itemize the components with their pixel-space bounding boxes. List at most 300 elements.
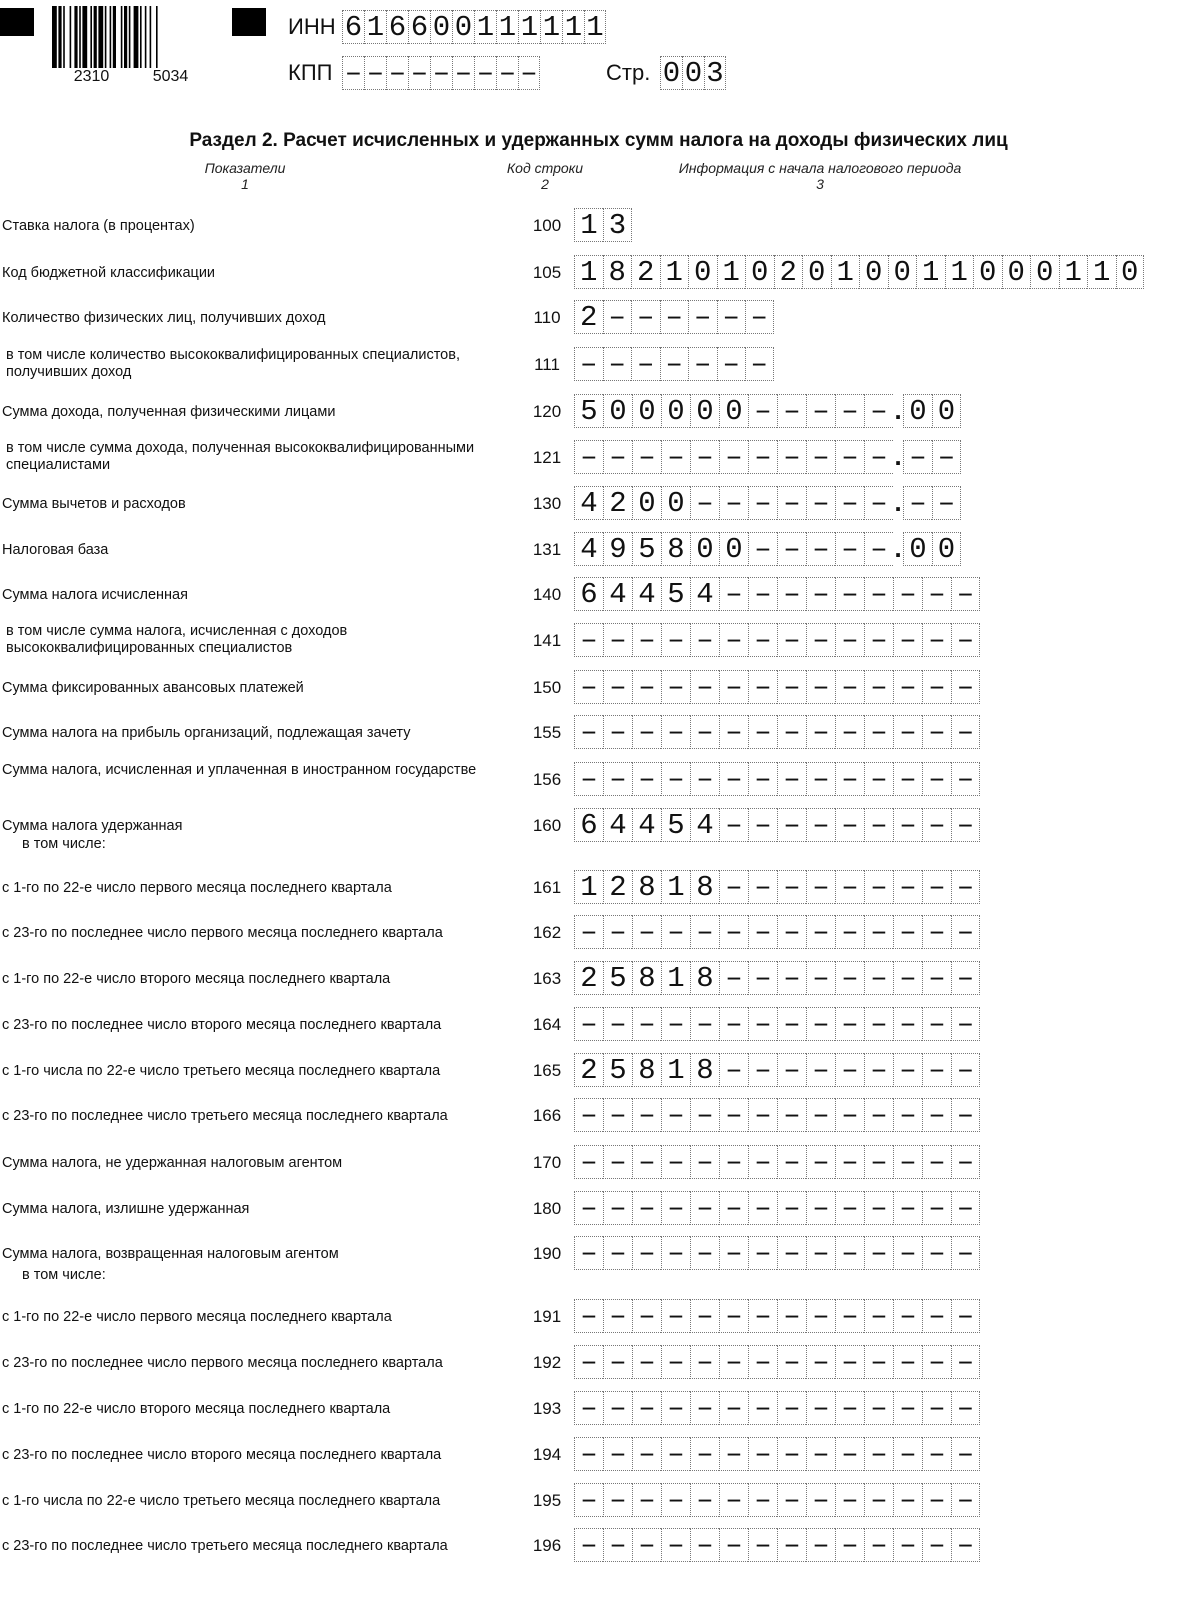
value-field-192[interactable]: [574, 1345, 980, 1379]
char-cell: 0: [745, 255, 774, 289]
char-cell: –: [777, 1007, 806, 1041]
char-cell: –: [574, 1191, 603, 1225]
row-code: 155: [532, 723, 562, 742]
value-field-130[interactable]: [574, 486, 961, 520]
row-label: Сумма дохода, полученная физическими лицами: [2, 404, 336, 420]
char-cell: –: [661, 1528, 690, 1562]
barcode-number: [52, 68, 210, 86]
char-cell: –: [864, 1098, 893, 1132]
char-cell: –: [893, 762, 922, 796]
char-cell: –: [632, 440, 661, 474]
row-code: 105: [532, 263, 562, 282]
char-cell: –: [661, 1483, 690, 1517]
char-cell: –: [661, 762, 690, 796]
char-cell: –: [922, 1145, 951, 1179]
char-cell: –: [690, 762, 719, 796]
value-field-164[interactable]: [574, 1007, 980, 1041]
char-cell: –: [603, 670, 632, 704]
column-number: 3: [816, 176, 824, 192]
char-cell: –: [951, 1391, 980, 1425]
barcode-bar: [124, 6, 127, 68]
char-cell: 4: [632, 577, 661, 611]
char-cell: –: [922, 762, 951, 796]
row-code: 196: [532, 1536, 562, 1555]
char-cell: 0: [932, 394, 961, 428]
char-cell: –: [661, 1098, 690, 1132]
char-cell: –: [835, 915, 864, 949]
char-cell: –: [719, 1437, 748, 1471]
char-cell: –: [748, 1007, 777, 1041]
row-label: Количество физических лиц, получивших доход: [2, 310, 326, 326]
char-cell: –: [719, 915, 748, 949]
char-cell: –: [835, 577, 864, 611]
subheading-including: в том числе:: [22, 1267, 106, 1283]
char-cell: 0: [661, 486, 690, 520]
char-cell: –: [777, 394, 806, 428]
value-field-141[interactable]: [574, 623, 980, 657]
row-label: Сумма налога, возвращенная налоговым агентом: [2, 1246, 339, 1262]
char-cell: –: [864, 394, 893, 428]
char-cell: –: [922, 715, 951, 749]
char-cell: –: [632, 915, 661, 949]
char-cell: 2: [631, 255, 660, 289]
char-cell: –: [748, 1236, 777, 1270]
char-cell: –: [603, 1236, 632, 1270]
value-field-105[interactable]: [574, 255, 1144, 289]
char-cell: 5: [632, 532, 661, 566]
char-cell: –: [893, 915, 922, 949]
char-cell: 1: [831, 255, 860, 289]
barcode-bar: [58, 6, 61, 68]
char-cell: 2: [774, 255, 803, 289]
char-cell: –: [806, 870, 835, 904]
char-cell: –: [408, 56, 430, 90]
char-cell: –: [661, 1299, 690, 1333]
char-cell: –: [922, 1053, 951, 1087]
char-cell: –: [777, 1299, 806, 1333]
char-cell: –: [922, 961, 951, 995]
char-cell: 3: [704, 56, 726, 90]
char-cell: –: [777, 1145, 806, 1179]
char-cell: –: [748, 486, 777, 520]
value-field-155[interactable]: [574, 715, 980, 749]
char-cell: –: [574, 1437, 603, 1471]
char-cell: –: [574, 1528, 603, 1562]
value-field-194[interactable]: [574, 1437, 980, 1471]
char-cell: –: [574, 623, 603, 657]
char-cell: –: [632, 670, 661, 704]
char-cell: –: [386, 56, 408, 90]
char-cell: –: [922, 1007, 951, 1041]
value-field-191[interactable]: [574, 1299, 980, 1333]
char-cell: –: [951, 1345, 980, 1379]
row-code: 156: [532, 770, 562, 789]
value-field-156[interactable]: [574, 762, 980, 796]
char-cell: –: [806, 532, 835, 566]
char-cell: –: [748, 394, 777, 428]
char-cell: –: [806, 623, 835, 657]
barcode-bar: [74, 6, 77, 68]
char-cell: –: [748, 870, 777, 904]
char-cell: –: [661, 1191, 690, 1225]
char-cell: –: [951, 1098, 980, 1132]
char-cell: –: [835, 486, 864, 520]
char-cell: –: [632, 1098, 661, 1132]
row-label: с 1-го по 22-е число второго месяца последнего квартала: [2, 1401, 391, 1417]
row-label: с 23-го по последнее число третьего месяца последнего квартала: [2, 1538, 448, 1554]
char-cell: –: [748, 1528, 777, 1562]
inn-label: ИНН: [288, 14, 336, 39]
row-code: 120: [532, 402, 562, 421]
char-cell: –: [806, 1191, 835, 1225]
row-code: 165: [532, 1061, 562, 1080]
row-label: с 1-го по 22-е число первого месяца последнего квартала: [2, 880, 392, 896]
char-cell: –: [893, 870, 922, 904]
page-number-field[interactable]: [660, 56, 726, 90]
char-cell: –: [574, 1236, 603, 1270]
char-cell: –: [806, 1391, 835, 1425]
value-field-140[interactable]: [574, 577, 980, 611]
char-cell: –: [364, 56, 386, 90]
char-cell: 1: [717, 255, 746, 289]
char-cell: –: [864, 1528, 893, 1562]
corner-marker-right: [232, 8, 266, 36]
char-cell: 8: [690, 870, 719, 904]
char-cell: –: [864, 1483, 893, 1517]
char-cell: –: [864, 532, 893, 566]
char-cell: 8: [632, 961, 661, 995]
row-label: Налоговая база: [2, 542, 109, 558]
char-cell: 0: [802, 255, 831, 289]
char-cell: –: [748, 915, 777, 949]
char-cell: –: [951, 1437, 980, 1471]
char-cell: –: [688, 300, 717, 334]
char-cell: 9: [603, 532, 632, 566]
char-cell: –: [835, 1437, 864, 1471]
value-field-111[interactable]: [574, 347, 774, 381]
char-cell: –: [893, 1437, 922, 1471]
value-field-180[interactable]: [574, 1191, 980, 1225]
char-cell: 1: [945, 255, 974, 289]
char-cell: 0: [660, 56, 682, 90]
value-field-120[interactable]: [574, 394, 961, 428]
char-cell: –: [690, 440, 719, 474]
value-field-166[interactable]: [574, 1098, 980, 1132]
char-cell: –: [922, 808, 951, 842]
char-cell: –: [690, 1299, 719, 1333]
char-cell: –: [603, 440, 632, 474]
value-field-160[interactable]: [574, 808, 980, 842]
char-cell: –: [661, 1236, 690, 1270]
char-cell: –: [690, 1145, 719, 1179]
value-field-163[interactable]: [574, 961, 980, 995]
char-cell: 5: [603, 1053, 632, 1087]
column-title: Показатели: [204, 160, 286, 176]
char-cell: –: [893, 670, 922, 704]
char-cell: 0: [719, 532, 748, 566]
char-cell: –: [835, 1098, 864, 1132]
char-cell: –: [632, 1483, 661, 1517]
char-cell: –: [864, 1007, 893, 1041]
char-cell: 8: [661, 532, 690, 566]
char-cell: –: [690, 1007, 719, 1041]
char-cell: –: [748, 440, 777, 474]
char-cell: –: [835, 762, 864, 796]
char-cell: –: [835, 670, 864, 704]
char-cell: –: [922, 1437, 951, 1471]
barcode-bar: [145, 6, 147, 68]
corner-marker-left: [0, 8, 34, 36]
char-cell: –: [777, 870, 806, 904]
row-label: с 1-го по 22-е число второго месяца последнего квартала: [2, 971, 391, 987]
char-cell: –: [777, 1528, 806, 1562]
char-cell: 0: [1030, 255, 1059, 289]
char-cell: 4: [690, 577, 719, 611]
char-cell: –: [719, 486, 748, 520]
char-cell: –: [603, 347, 632, 381]
char-cell: –: [690, 1236, 719, 1270]
char-cell: 2: [574, 1053, 603, 1087]
char-cell: –: [864, 715, 893, 749]
char-cell: –: [835, 1299, 864, 1333]
char-cell: –: [777, 1437, 806, 1471]
value-field-193[interactable]: [574, 1391, 980, 1425]
value-field-110[interactable]: [574, 300, 774, 334]
char-cell: 0: [932, 532, 961, 566]
char-cell: –: [806, 762, 835, 796]
barcode-bar: [156, 6, 158, 68]
char-cell: 2: [603, 486, 632, 520]
char-cell: –: [690, 1345, 719, 1379]
row-code: 164: [532, 1015, 562, 1034]
char-cell: –: [806, 1053, 835, 1087]
char-cell: –: [661, 670, 690, 704]
char-cell: 1: [1087, 255, 1116, 289]
inn-field[interactable]: [342, 10, 606, 44]
char-cell: –: [661, 623, 690, 657]
char-cell: –: [864, 440, 893, 474]
page-label: Стр.: [606, 60, 651, 85]
char-cell: –: [719, 623, 748, 657]
char-cell: –: [951, 1236, 980, 1270]
kpp-field[interactable]: [342, 56, 540, 90]
char-cell: –: [690, 1391, 719, 1425]
value-field-162[interactable]: [574, 915, 980, 949]
char-cell: 0: [452, 10, 474, 44]
char-cell: –: [777, 1191, 806, 1225]
char-cell: –: [922, 1391, 951, 1425]
char-cell: –: [748, 577, 777, 611]
char-cell: 0: [1116, 255, 1145, 289]
char-cell: –: [932, 486, 961, 520]
column-header-indicators: [150, 160, 340, 192]
char-cell: 0: [661, 394, 690, 428]
char-cell: 4: [632, 808, 661, 842]
char-cell: 6: [342, 10, 364, 44]
row-label: Код бюджетной классификации: [2, 265, 216, 281]
row-code: 160: [532, 816, 562, 835]
char-cell: –: [717, 300, 746, 334]
char-cell: –: [835, 808, 864, 842]
row-code: 110: [533, 308, 561, 327]
section-title: Раздел 2. Расчет исчисленных и удержанных сумм налога на доходы физических лиц: [189, 130, 1008, 151]
char-cell: –: [574, 1483, 603, 1517]
char-cell: –: [835, 532, 864, 566]
char-cell: –: [951, 870, 980, 904]
char-cell: 0: [903, 394, 932, 428]
barcode-bar: [140, 6, 142, 68]
char-cell: –: [835, 961, 864, 995]
char-cell: –: [893, 1391, 922, 1425]
char-cell: –: [893, 1345, 922, 1379]
char-cell: –: [893, 715, 922, 749]
row-label: в том числе сумма налога, исчисленная с доходов высококвалифицированных специалистов: [6, 623, 348, 656]
char-cell: –: [719, 870, 748, 904]
char-cell: 1: [1059, 255, 1088, 289]
char-cell: –: [835, 1345, 864, 1379]
char-cell: –: [719, 440, 748, 474]
char-cell: –: [922, 1098, 951, 1132]
char-cell: –: [864, 486, 893, 520]
char-cell: –: [661, 1007, 690, 1041]
char-cell: –: [777, 670, 806, 704]
char-cell: –: [719, 961, 748, 995]
char-cell: –: [893, 1483, 922, 1517]
char-cell: –: [893, 808, 922, 842]
char-cell: –: [922, 915, 951, 949]
char-cell: –: [632, 715, 661, 749]
char-cell: 1: [574, 255, 603, 289]
char-cell: 1: [584, 10, 606, 44]
char-cell: –: [603, 1391, 632, 1425]
char-cell: –: [893, 577, 922, 611]
value-field-196[interactable]: [574, 1528, 980, 1562]
row-label: Сумма фиксированных авансовых платежей: [2, 680, 304, 696]
char-cell: –: [777, 623, 806, 657]
char-cell: –: [893, 1145, 922, 1179]
char-cell: –: [922, 870, 951, 904]
char-cell: –: [518, 56, 540, 90]
char-cell: –: [748, 1053, 777, 1087]
char-cell: –: [574, 1391, 603, 1425]
char-cell: –: [893, 1007, 922, 1041]
char-cell: –: [574, 915, 603, 949]
decimal-separator: .: [890, 443, 906, 473]
char-cell: –: [835, 870, 864, 904]
subheading-including: в том числе:: [22, 836, 106, 852]
char-cell: 2: [603, 870, 632, 904]
char-cell: –: [719, 1528, 748, 1562]
char-cell: 1: [562, 10, 584, 44]
char-cell: –: [603, 1299, 632, 1333]
char-cell: –: [864, 870, 893, 904]
char-cell: –: [835, 1053, 864, 1087]
char-cell: –: [748, 1098, 777, 1132]
char-cell: –: [777, 915, 806, 949]
char-cell: –: [632, 762, 661, 796]
char-cell: –: [661, 440, 690, 474]
char-cell: –: [777, 961, 806, 995]
value-field-121[interactable]: [574, 440, 961, 474]
char-cell: 3: [603, 208, 632, 242]
char-cell: 1: [496, 10, 518, 44]
value-field-165[interactable]: [574, 1053, 980, 1087]
row-label: Сумма налога на прибыль организаций, подлежащая зачету: [2, 725, 411, 741]
char-cell: –: [719, 1345, 748, 1379]
value-field-131[interactable]: [574, 532, 961, 566]
value-field-190[interactable]: [574, 1236, 980, 1270]
char-cell: –: [574, 1299, 603, 1333]
value-field-100[interactable]: [574, 208, 632, 242]
char-cell: –: [574, 1345, 603, 1379]
char-cell: –: [951, 1528, 980, 1562]
char-cell: –: [690, 623, 719, 657]
char-cell: 8: [632, 870, 661, 904]
char-cell: –: [951, 1053, 980, 1087]
char-cell: –: [690, 486, 719, 520]
barcode-bar: [98, 6, 103, 68]
char-cell: –: [835, 623, 864, 657]
char-cell: 1: [540, 10, 562, 44]
char-cell: –: [748, 1483, 777, 1517]
char-cell: –: [835, 440, 864, 474]
char-cell: –: [806, 1299, 835, 1333]
char-cell: –: [574, 1007, 603, 1041]
value-field-170[interactable]: [574, 1145, 980, 1179]
char-cell: –: [951, 1191, 980, 1225]
char-cell: 1: [474, 10, 496, 44]
char-cell: –: [903, 440, 932, 474]
char-cell: –: [777, 1483, 806, 1517]
char-cell: –: [632, 1007, 661, 1041]
value-field-161[interactable]: [574, 870, 980, 904]
value-field-195[interactable]: [574, 1483, 980, 1517]
char-cell: 0: [430, 10, 452, 44]
char-cell: –: [632, 1437, 661, 1471]
barcode-bar: [52, 6, 57, 68]
char-cell: –: [632, 1191, 661, 1225]
char-cell: –: [806, 715, 835, 749]
char-cell: 4: [603, 577, 632, 611]
row-label: с 1-го числа по 22-е число третьего месяца последнего квартала: [2, 1063, 441, 1079]
char-cell: –: [951, 1007, 980, 1041]
column-number: 2: [541, 176, 549, 192]
char-cell: –: [748, 532, 777, 566]
char-cell: –: [806, 1145, 835, 1179]
char-cell: –: [574, 670, 603, 704]
char-cell: 5: [661, 808, 690, 842]
char-cell: –: [951, 623, 980, 657]
char-cell: 6: [574, 808, 603, 842]
row-label: Сумма налога, исчисленная и уплаченная в иностранном государстве: [2, 762, 477, 778]
char-cell: 0: [682, 56, 704, 90]
char-cell: –: [922, 1345, 951, 1379]
char-cell: –: [660, 300, 689, 334]
char-cell: –: [719, 1391, 748, 1425]
row-label: с 23-го по последнее число первого месяца последнего квартала: [2, 925, 443, 941]
row-code: 100: [532, 216, 562, 235]
char-cell: –: [719, 1299, 748, 1333]
char-cell: –: [893, 1528, 922, 1562]
char-cell: 6: [408, 10, 430, 44]
char-cell: –: [632, 1528, 661, 1562]
row-label: с 1-го по 22-е число первого месяца последнего квартала: [2, 1309, 392, 1325]
char-cell: –: [893, 1053, 922, 1087]
value-field-150[interactable]: [574, 670, 980, 704]
char-cell: –: [951, 1483, 980, 1517]
char-cell: –: [777, 1391, 806, 1425]
char-cell: –: [690, 915, 719, 949]
